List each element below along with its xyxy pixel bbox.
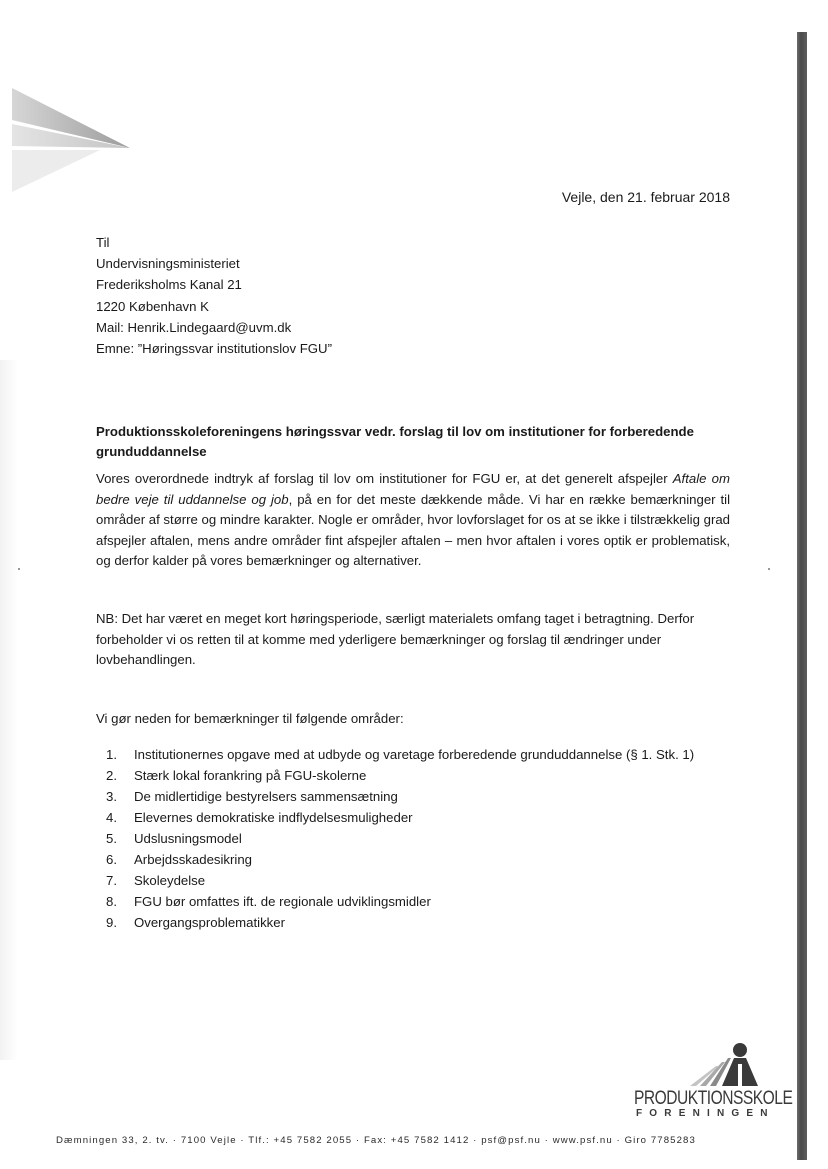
list-item [96,786,730,807]
list-number: 2. [106,768,117,783]
brand-name: PRODUKTIONSSKOLE [634,1088,793,1109]
scan-edge-bar [797,32,807,1160]
brand-subtitle: FORENINGEN [636,1108,775,1119]
list-text: Overgangsproblematikker [134,915,285,930]
agreement-title: Aftale om bedre veje til uddannelse og job [96,471,730,507]
list-number: 9. [106,915,117,930]
recipient-subject: Emne: ”Høringssvar institutionslov FGU” [96,341,332,357]
list-item [96,744,730,765]
recipient-mail: Mail: Henrik.Lindegaard@uvm.dk [96,319,292,335]
list-item [96,765,730,786]
letter-heading: Produktionsskoleforeningens høringssvar vedr. forslag til lov om institutioner for forberedende grunduddannelse [96,424,694,459]
list-item [96,849,730,870]
recipient-street: Frederiksholms Kanal 21 [96,277,242,293]
list-item [96,807,730,828]
paragraph-text: , på en for det meste dækkende måde. Vi har en række bemærkninger til områder af større og mindre karakter. Nogle er områder, hvor lovforslaget for os at se ikke i tilstrækkelig grad afspejler aftalen, mens andre områder fint afspejler aftalen – men hvor aftalen i vores optik er problematisk, og derfor kalder på vores bemærkninger og alternativer. [96,491,731,569]
areas-list [96,744,730,933]
paragraph-text: Vores overordnede indtryk af forslag til lov om institutioner for FGU er, at det generelt afspejler [96,471,673,486]
list-text: FGU bør omfattes ift. de regionale udviklingsmidler [134,894,431,909]
list-text: Institutionernes opgave med at udbyde og varetage forberedende grunduddannelse (§ 1. Stk. 1) [134,747,695,762]
list-number: 6. [106,852,117,867]
list-number: 3. [106,789,117,804]
recipient-organization: Undervisningsministeriet [96,256,240,272]
recipient-salutation: Til [96,235,110,250]
list-text: Arbejdsskadesikring [134,852,253,867]
list-number: 5. [106,831,117,846]
scan-speck [768,568,770,570]
scan-left-shade [0,360,18,1060]
recipient-city: 1220 København K [96,298,209,314]
list-number: 8. [106,894,117,909]
corner-logo-icon [0,80,140,200]
list-text: De midlertidige bestyrelsers sammensætning [134,789,398,804]
paragraph-overall-impression [96,469,730,572]
scan-speck [18,568,20,570]
list-text: Udslusningsmodel [134,831,242,846]
list-item [96,912,730,933]
list-item [96,870,730,891]
list-item [96,891,730,912]
list-number: 4. [106,810,117,825]
list-number: 7. [106,873,117,888]
letter-date: Vejle, den 21. februar 2018 [561,189,730,205]
list-number: 1. [106,747,117,762]
paragraph-note: NB: Det har været en meget kort høringsperiode, særligt materialets omfang taget i betragtning. Derfor forbeholder vi os retten til at komme med yderligere bemærkninger og forslag til ændringer under lovbehandlingen. [96,611,695,668]
recipient-address [96,232,332,359]
list-text: Elevernes demokratiske indflydelsesmuligheder [134,810,413,825]
list-text: Stærk lokal forankring på FGU-skolerne [134,768,367,783]
footer-contact: Dæmningen 33, 2. tv. · 7100 Vejle · Tlf.: +45 7582 2055 · Fax: +45 7582 1412 · psf@psf.nu · www.psf.nu · Giro 7785283 [56,1135,696,1146]
list-text: Skoleydelse [134,873,206,888]
list-item [96,828,730,849]
paragraph-intro-list: Vi gør neden for bemærkninger til følgende områder: [96,711,404,726]
